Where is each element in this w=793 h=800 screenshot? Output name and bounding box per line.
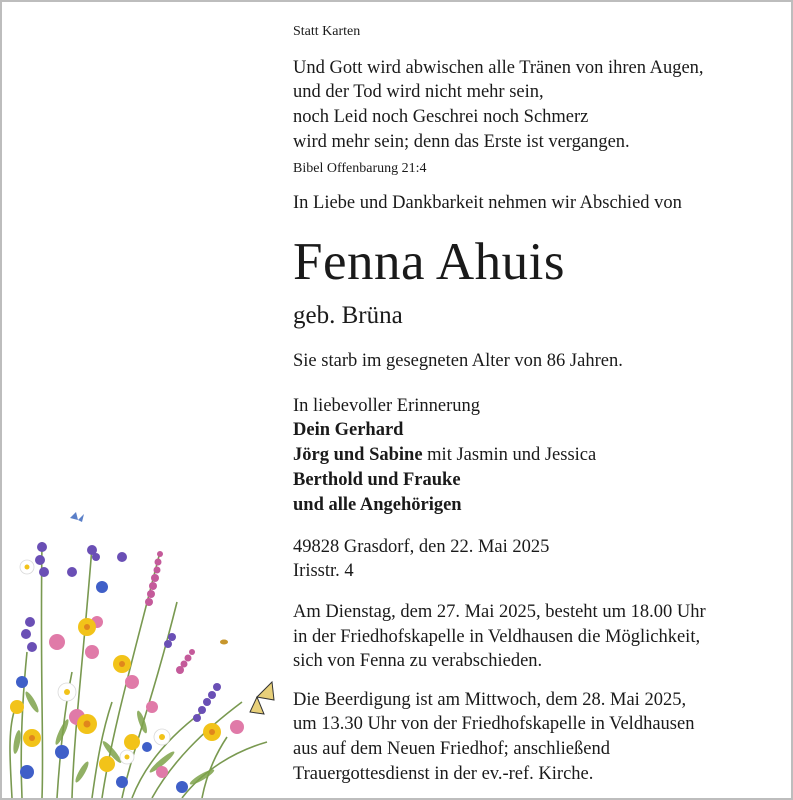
memory-intro: In liebevoller Erinnerung bbox=[293, 396, 480, 416]
mourner-line bbox=[293, 445, 596, 466]
deceased-name: Fenna Ahuis bbox=[293, 233, 565, 291]
mourner-name: Jörg und Sabine bbox=[293, 445, 423, 465]
funeral-line: Trauergottesdienst in der ev.-ref. Kirche. bbox=[293, 764, 594, 784]
farewell-line: in der Friedhofskapelle in Veldhausen die Möglichkeit, bbox=[293, 627, 701, 647]
mourner-name: Dein Gerhard bbox=[293, 420, 404, 440]
verse-line: noch Leid noch Geschrei noch Schmerz bbox=[293, 107, 589, 127]
mourner-line bbox=[293, 470, 461, 491]
place-date: 49828 Grasdorf, den 22. Mai 2025 bbox=[293, 537, 550, 557]
mourner-line bbox=[293, 495, 462, 516]
verse-line: Und Gott wird abwischen alle Tränen von ihren Augen, bbox=[293, 58, 704, 78]
wildflower-illustration bbox=[2, 502, 292, 798]
mourner-name: Berthold und Frauke bbox=[293, 470, 461, 490]
verse-source: Bibel Offenbarung 21:4 bbox=[293, 161, 427, 176]
header-text: Statt Karten bbox=[293, 24, 361, 39]
verse-line: wird mehr sein; denn das Erste ist vergangen. bbox=[293, 132, 630, 152]
maiden-name: geb. Brüna bbox=[293, 302, 403, 329]
mourner-family: mit Jasmin und Jessica bbox=[422, 445, 597, 465]
mourner-line bbox=[293, 420, 403, 441]
age-line: Sie starb im gesegneten Alter von 86 Jahren. bbox=[293, 351, 623, 371]
swallowtail-butterfly-icon bbox=[250, 682, 274, 714]
verse-line: und der Tod wird nicht mehr sein, bbox=[293, 82, 544, 102]
bee-icon bbox=[220, 640, 228, 645]
intro-text: In Liebe und Dankbarkeit nehmen wir Abschied von bbox=[293, 193, 682, 213]
funeral-line: aus auf dem Neuen Friedhof; anschließend bbox=[293, 739, 610, 759]
funeral-line: um 13.30 Uhr von der Friedhofskapelle in Veldhausen bbox=[293, 714, 695, 734]
butterfly-icon bbox=[70, 512, 84, 522]
funeral-line: Die Beerdigung ist am Mittwoch, dem 28. Mai 2025, bbox=[293, 690, 687, 710]
mourner-name: und alle Angehörigen bbox=[293, 495, 462, 515]
farewell-line: Am Dienstag, dem 27. Mai 2025, besteht um 18.00 Uhr bbox=[293, 602, 706, 622]
farewell-line: sich von Fenna zu verabschieden. bbox=[293, 651, 543, 671]
street-address: Irisstr. 4 bbox=[293, 561, 354, 581]
